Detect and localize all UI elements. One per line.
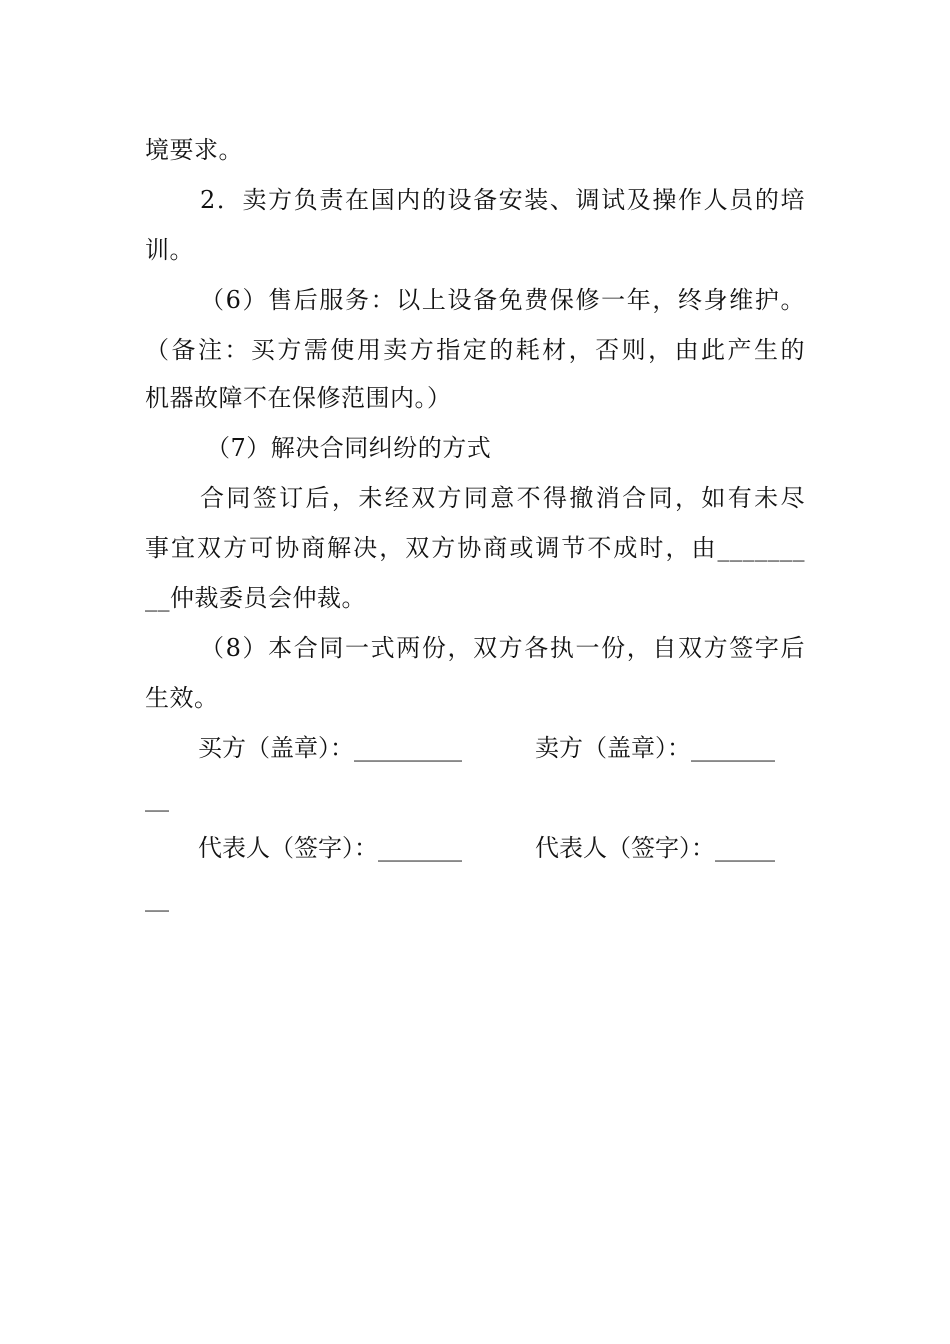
- paragraph-line: 合同签订后，未经双方同意不得撤消合同，如有未尽: [200, 484, 805, 512]
- seller-representative-field-continuation: __: [145, 884, 169, 912]
- buyer-seal-field: 买方（盖章）：_________: [198, 734, 462, 762]
- paragraph-line: （备注：买方需使用卖方指定的耗材，否则，由此产生的: [145, 336, 805, 364]
- paragraph-line: 2．卖方负责在国内的设备安装、调试及操作人员的培: [200, 186, 805, 214]
- seller-seal-field-continuation: __: [145, 784, 169, 812]
- paragraph-line: 机器故障不在保修范围内。）: [145, 384, 452, 412]
- seller-representative-field: 代表人（签字）：_____: [535, 834, 775, 862]
- paragraph-line: 训。: [145, 236, 194, 264]
- section-heading: （7）解决合同纠纷的方式: [206, 434, 492, 462]
- paragraph-line: __仲裁委员会仲裁。: [145, 584, 366, 612]
- buyer-representative-field: 代表人（签字）：_______: [198, 834, 462, 862]
- paragraph-line: 事宜双方可协商解决，双方协商或调节不成时，由_______: [145, 534, 805, 562]
- paragraph-line: 生效。: [145, 684, 219, 712]
- paragraph-line: （6）售后服务：以上设备免费保修一年，终身维护。: [200, 286, 805, 314]
- paragraph-line: （8）本合同一式两份，双方各执一份，自双方签字后: [200, 634, 805, 662]
- seller-seal-field: 卖方（盖章）：_______: [535, 734, 775, 762]
- paragraph-line: 境要求。: [145, 136, 243, 164]
